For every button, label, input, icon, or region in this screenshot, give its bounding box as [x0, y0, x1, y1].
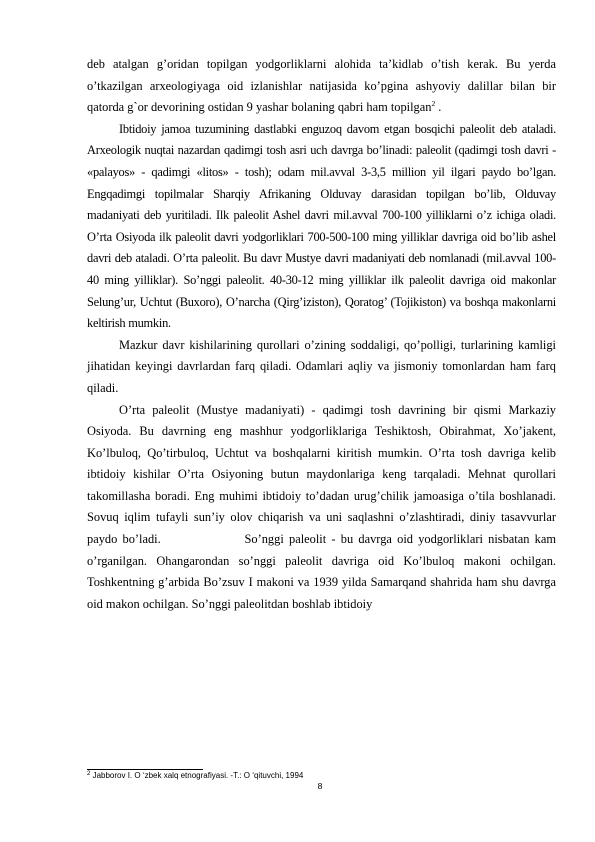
paragraph-middle-paleolit: O’rta paleolit (Mustye madaniyati) - qadimgi tosh davrining bir qismi Markaziy Osiyoda. Bu davrning eng mashhur yodgorliklariga Teshiktosh, Obirahmat, Xo’jakent, Ko’lbuloq, Qo’tirbuloq, Uchtut va boshqalarni kiritish mumkin. O’rta tosh davriga kelib ibtidoiy kishilar O’rta Osiyoning butun maydonlariga keng tarqaladi. Mehnat qurollari takomillasha boradi. Eng muhimi ibtidoiy to’dadan urug’chilik jamoasiga o’tila boshlanadi. Sovuq iqlim tufayli sun’iy olov chiqarish va uni saqlashni o’zlashtiradi, diniy tasavvurlar paydo bo’ladi. So’nggi paleolit - bu davrga oid yodgorliklari nisbatan kam o’rganilgan. Ohangarondan so’nggi paleolit davriga oid Ko’lbuloq makoni ochilgan. Toshkentning g’arbida Bo’zsuv I makoni va 1939 yilda Samarqand shahrida ham shu davrga oid makon ochilgan. So’nggi paleolitdan boshlab ibtidoiy: [87, 402, 560, 611]
paragraph-paleolit-definition: Ibtidoiy jamoa tuzumining dastlabki enguzoq davom etgan bosqichi paleolit deb ataladi. Arxeologik nuqtai nazardan qadimgi tosh asri uch davrga bo’linadi: paleolit (qadimgi tosh davri - «palayos» - qadimgi «litos» - tosh); odam mil.avval 3-3,5 million yil ilgari paydo bo’lgan. Engqadimgi topilmalar Sharqiy Afrikaning Olduvay darasidan topilgan bo’lib, Olduvay madaniyati deb yuritiladi. Ilk paleolit Ashel davri mil.avval 700-100 yilliklarni o’z ichiga oladi. O’rta Osiyoda ilk paleolit davri yodgorliklari 700-500-100 ming yilliklar davriga oid bo’lib ashel davri deb ataladi. O’rta paleolit. Bu davr Mustye davri madaniyati deb nomlanadi (mil.avval 100-40 ming yilliklar). So’nggi paleolit. 40-30-12 ming yilliklar ilk paleolit davriga oid makonlar Selung’ur, Uchtut (Buxoro), O’narcha (Qirg’iziston), Qoratog’ (Tojikiston) va boshqa makonlarni keltirish mumkin.: [87, 121, 556, 331]
paragraph-text: deb atalgan g’oridan topilgan yodgorliklarni alohida ta’kidlab o’tish kerak. Bu yerda o’tkazilgan arxeologiyaga oid izlanishlar natijasida ko’pgina ashyoviy dalillar bilan bir qatorda g`or devorining ostidan 9 yashar bolaning qabri ham topilgan: [87, 57, 556, 115]
document-body: [87, 54, 560, 615]
footnote-divider: [87, 769, 203, 770]
footnote-marker: 2: [87, 771, 91, 777]
paragraph-continuation: [87, 54, 556, 119]
paragraph-tail: .: [435, 100, 442, 115]
paragraph-tools: Mazkur davr kishilarining qurollari o’zining soddaligi, qo’polligi, turlarining kamligi jihatidan keyingi davrlardan farq qiladi. Odamlari aqliy va jismoniy tomonlardan ham farq qiladi.: [87, 337, 556, 395]
page-number: 8: [317, 781, 323, 791]
footnote-text: Jabborov I. O ‘zbek xalq etnografiyasi. -T.: O ‘qituvchi, 1994: [90, 771, 304, 780]
footnote-reference[interactable]: 2: [431, 99, 436, 109]
footnote: [87, 771, 556, 781]
